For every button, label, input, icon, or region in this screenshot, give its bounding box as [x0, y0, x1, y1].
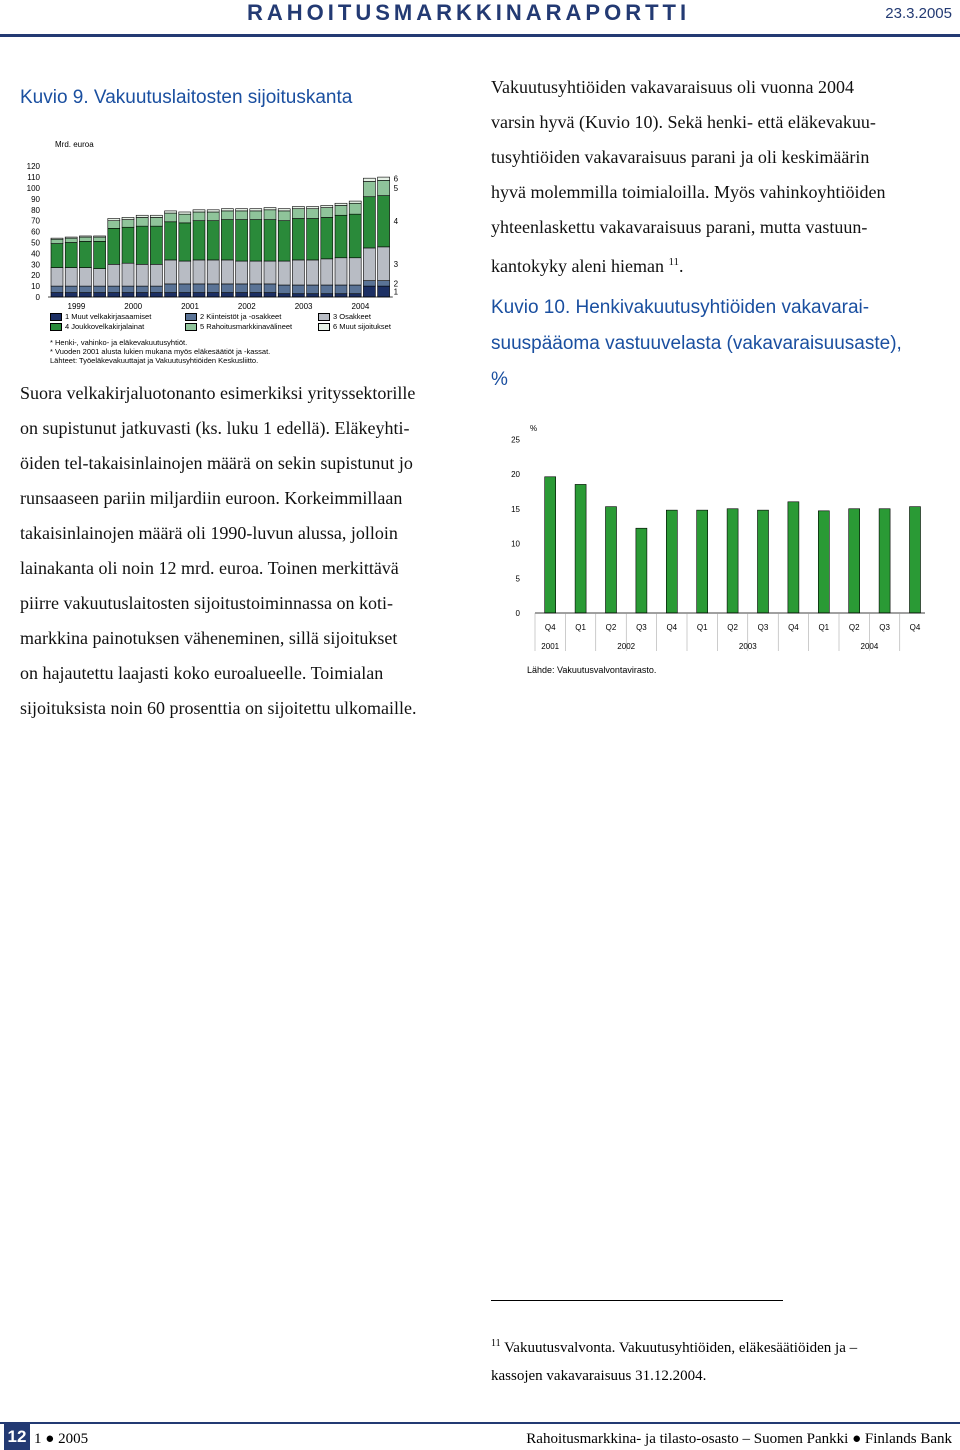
- legend-item-2: [185, 312, 281, 321]
- bar-segment: [250, 284, 262, 293]
- title-line: suuspääoma vastuuvelasta (vakavaraisuusaste),: [491, 333, 902, 354]
- chart10-bars: [545, 477, 921, 613]
- bar-segment: [108, 221, 120, 229]
- text-line: hyvä molemmilla toimialoilla. Myös vahinkoyhtiöiden: [491, 182, 886, 202]
- text-line: öiden tel-takaisinlainojen määrä on sekin supistunut jo: [20, 453, 413, 473]
- bar-segment: [221, 220, 233, 260]
- bar-segment: [321, 294, 333, 297]
- bar-segment: [292, 219, 304, 260]
- bar: [606, 507, 617, 613]
- bar-segment: [378, 247, 390, 281]
- bar-segment: [179, 212, 191, 214]
- chart10-source: Lähde: Vakuutusvalvontavirasto.: [527, 665, 657, 675]
- text-line: Suora velkakirjaluotonanto esimerkiksi yrityssektorille: [20, 383, 416, 403]
- bar-segment: [94, 236, 106, 237]
- bar-segment: [321, 259, 333, 285]
- bullet-icon: ●: [852, 1431, 862, 1447]
- bar-segment: [250, 261, 262, 284]
- bar-segment: [349, 201, 361, 203]
- bar-segment: [250, 211, 262, 220]
- bar-segment: [65, 237, 77, 238]
- bar-segment: [363, 248, 375, 281]
- bar-segment: [292, 285, 304, 294]
- figure-9-title: Kuvio 9. Vakuutuslaitosten sijoituskanta: [20, 87, 353, 108]
- bar-segment: [193, 212, 205, 221]
- bar: [697, 510, 708, 613]
- legend-swatch: [50, 313, 62, 321]
- y-tick-label: 120: [26, 162, 40, 172]
- bar-segment: [278, 221, 290, 261]
- bar-segment: [179, 293, 191, 297]
- bar-segment: [150, 217, 162, 226]
- bar-segment: [321, 285, 333, 294]
- bar-segment: [108, 219, 120, 221]
- bar: [545, 477, 556, 613]
- legend-swatch: [50, 323, 62, 331]
- bar-segment: [221, 211, 233, 220]
- text-line: lainakanta oli noin 12 mrd. euroa. Toinen merkittävä: [20, 558, 399, 578]
- footnote: [491, 1330, 857, 1390]
- bar: [758, 510, 769, 613]
- bar-segment: [122, 220, 134, 228]
- text-line: varsin hyvä (Kuvio 10). Sekä henki- että eläkevakuu-: [491, 112, 876, 132]
- bar-segment: [335, 258, 347, 285]
- footnote-line: kassojen vakavaraisuus 31.12.2004.: [491, 1368, 707, 1384]
- footnote-ref: 11: [668, 256, 680, 268]
- bar-segment: [122, 293, 134, 297]
- legend-item-3: [318, 312, 371, 321]
- bar-segment: [221, 209, 233, 211]
- legend-swatch: [185, 323, 197, 331]
- legend-label: 4 Joukkovelkakirjalainat: [65, 322, 145, 331]
- note-line: * Vuoden 2001 alusta lukien mukana myös eläkesäätiöt ja -kassat.: [50, 347, 271, 356]
- bar-segment: [349, 285, 361, 294]
- bar: [636, 528, 647, 613]
- bar-segment: [236, 220, 248, 261]
- bar-segment: [349, 203, 361, 214]
- bar-segment: [150, 215, 162, 217]
- text-line: runsaaseen pariin miljardiin euroon. Korkeimmillaan: [20, 488, 403, 508]
- x-tick-label: Q4: [544, 623, 556, 632]
- bar-segment: [335, 285, 347, 294]
- header-rule: [0, 34, 960, 37]
- bar-segment: [207, 212, 219, 221]
- y-tick-label: 10: [31, 282, 40, 292]
- bar-segment: [150, 293, 162, 297]
- bar-segment: [378, 177, 390, 180]
- bar-segment: [65, 238, 77, 242]
- x-year-label: 2003: [738, 642, 757, 651]
- y-tick-label: 70: [31, 216, 40, 226]
- bar-segment: [179, 261, 191, 284]
- bar-segment: [335, 205, 347, 215]
- bar-segment: [264, 208, 276, 210]
- text-line: takaisinlainojen määrä oli 1990-luvun alussa, jolloin: [20, 523, 398, 543]
- y-tick-label: 50: [31, 238, 40, 248]
- legend-label: 1 Muut velkakirjasaamiset: [65, 312, 152, 321]
- bar-segment: [207, 284, 219, 293]
- bar-segment: [307, 294, 319, 297]
- x-tick-label: Q4: [788, 623, 799, 632]
- x-tick-label: Q1: [575, 623, 586, 632]
- bar-segment: [321, 208, 333, 218]
- bar-segment: [307, 209, 319, 219]
- bar-segment: [363, 281, 375, 286]
- x-tick-label: Q2: [605, 623, 617, 632]
- bar-segment: [278, 285, 290, 294]
- bar-segment: [94, 269, 106, 286]
- chart9-stack-labels: [394, 175, 399, 297]
- footer-rule: [0, 1422, 960, 1424]
- left-paragraph: [20, 376, 416, 726]
- y-tick-label: 90: [31, 194, 40, 204]
- stack-label: 3: [393, 259, 399, 269]
- bar-segment: [378, 286, 390, 297]
- bar-segment: [51, 293, 63, 297]
- bar-segment: [378, 180, 390, 195]
- bar-segment: [250, 293, 262, 297]
- x-year-label: 2002: [617, 642, 636, 651]
- bar-segment: [250, 209, 262, 211]
- legend-swatch: [318, 323, 330, 331]
- bar-segment: [321, 217, 333, 258]
- bar-segment: [193, 221, 205, 260]
- y-tick-label: 0: [515, 609, 520, 618]
- bar-segment: [65, 243, 77, 268]
- stack-label: 1: [393, 287, 399, 297]
- bar-segment: [136, 215, 148, 217]
- bar-segment: [165, 260, 177, 284]
- bar-segment: [79, 293, 91, 297]
- bar-segment: [278, 211, 290, 221]
- figure-9-chart: [0, 130, 470, 310]
- bar-segment: [108, 264, 120, 286]
- bar-segment: [264, 210, 276, 220]
- bar-segment: [179, 214, 191, 223]
- legend-label: 2 Kiinteistöt ja -osakkeet: [200, 312, 282, 321]
- bar-segment: [65, 293, 77, 297]
- y-tick-label: 30: [31, 260, 40, 270]
- legend-item-4: [50, 322, 144, 331]
- chart9-legend: [50, 312, 470, 336]
- page-number: 12: [4, 1424, 30, 1450]
- bar: [727, 509, 738, 613]
- bar-segment: [51, 238, 63, 239]
- bar-segment: [193, 260, 205, 284]
- report-date: 23.3.2005: [885, 5, 952, 22]
- figure-10-title: [491, 290, 902, 398]
- text-line: markkina painotuksen väheneminen, sillä sijoitukset: [20, 628, 398, 648]
- bar-segment: [136, 217, 148, 226]
- bar-segment: [349, 294, 361, 297]
- bar: [849, 509, 860, 613]
- legend-item-5: [185, 322, 292, 331]
- bar-segment: [307, 219, 319, 260]
- bar-segment: [236, 284, 248, 293]
- bar-segment: [292, 209, 304, 219]
- bar-segment: [207, 293, 219, 297]
- bar-segment: [108, 286, 120, 293]
- y-tick-label: 40: [31, 249, 40, 259]
- figure-10-chart: [495, 415, 925, 665]
- chart10-y-axis: [511, 435, 520, 618]
- x-tick-label: Q3: [757, 623, 769, 632]
- text-line: Vakuutusyhtiöiden vakavaraisuus oli vuonna 2004: [491, 77, 854, 97]
- chart9-bars: [51, 177, 390, 297]
- footnote-number: 11: [491, 1338, 501, 1349]
- y-tick-label: 110: [27, 173, 40, 183]
- text-line: kantokyky aleni hieman $^{11}$.: [491, 256, 684, 276]
- x-tick-label: Q2: [727, 623, 738, 632]
- bar-segment: [363, 197, 375, 248]
- issue-info: 1 ● 2005: [34, 1431, 89, 1447]
- bar-segment: [193, 210, 205, 212]
- x-tick-label: 2003: [294, 302, 313, 310]
- chart9-x-axis: [48, 297, 393, 310]
- x-year-label: 2004: [860, 642, 879, 651]
- y-tick-label: 0: [35, 293, 40, 302]
- y-tick-label: 60: [31, 227, 40, 237]
- bar-segment: [278, 261, 290, 285]
- bar-segment: [278, 294, 290, 297]
- stack-label: 4: [393, 217, 399, 227]
- bar-segment: [307, 207, 319, 209]
- bar-segment: [79, 236, 91, 237]
- bar-segment: [349, 258, 361, 285]
- note-line: * Henki-, vahinko- ja eläkevakuutusyhtiöt.: [50, 338, 188, 347]
- bar-segment: [122, 227, 134, 263]
- bar: [788, 502, 799, 613]
- bar-segment: [264, 293, 276, 297]
- bar-segment: [292, 260, 304, 285]
- bar-segment: [221, 293, 233, 297]
- bar-segment: [335, 294, 347, 297]
- bar-segment: [179, 223, 191, 261]
- publisher-info: Rahoitusmarkkina- ja tilasto-osasto – Suomen Pankki ● Finlands Bank: [526, 1431, 952, 1447]
- bar: [879, 509, 890, 613]
- bar-segment: [250, 220, 262, 261]
- bar-segment: [335, 215, 347, 258]
- bullet-icon: ●: [45, 1431, 55, 1447]
- bar-segment: [193, 284, 205, 293]
- bar: [910, 507, 921, 613]
- bar-segment: [79, 268, 91, 287]
- legend-label: 5 Rahoitusmarkkinavälineet: [200, 322, 293, 331]
- x-tick-label: Q2: [848, 623, 860, 632]
- bar-segment: [150, 226, 162, 264]
- bar: [818, 511, 829, 613]
- bar-segment: [51, 268, 63, 287]
- footnote-rule: [491, 1300, 783, 1301]
- bar-segment: [165, 293, 177, 297]
- bar-segment: [378, 196, 390, 247]
- stack-label: 6: [393, 174, 399, 184]
- legend-label: 3 Osakkeet: [333, 312, 371, 321]
- y-tick-label: 100: [26, 184, 40, 193]
- x-tick-label: Q1: [818, 623, 830, 632]
- bar-segment: [278, 209, 290, 211]
- x-tick-label: 1999: [67, 302, 86, 310]
- bar-segment: [165, 213, 177, 222]
- legend-label: 6 Muut sijoitukset: [333, 322, 391, 331]
- bar-segment: [236, 211, 248, 220]
- bar-segment: [150, 286, 162, 293]
- chart9-y-axis: [27, 162, 41, 302]
- x-tick-label: Q4: [909, 623, 921, 632]
- x-tick-label: 2002: [237, 302, 256, 310]
- bar-segment: [108, 228, 120, 264]
- bar-segment: [136, 226, 148, 264]
- y-tick-label: 25: [511, 435, 520, 445]
- bar-segment: [292, 294, 304, 297]
- bar-segment: [122, 217, 134, 219]
- bar-segment: [321, 205, 333, 207]
- y-tick-label: 5: [515, 574, 520, 584]
- bar-segment: [94, 241, 106, 268]
- bar-segment: [108, 293, 120, 297]
- bar-segment: [207, 260, 219, 284]
- bar-segment: [51, 239, 63, 243]
- bar-segment: [264, 284, 276, 293]
- y-tick-label: 20: [511, 470, 520, 479]
- stack-label: 2: [393, 279, 399, 289]
- bar-segment: [236, 209, 248, 211]
- bar-segment: [65, 268, 77, 287]
- y-tick-label: 20: [31, 271, 40, 281]
- x-tick-label: Q3: [636, 623, 647, 632]
- bar-segment: [94, 286, 106, 293]
- bar-segment: [94, 237, 106, 241]
- right-paragraph: [491, 70, 885, 284]
- bar-segment: [363, 181, 375, 196]
- chart9-notes: [50, 338, 270, 365]
- bar-segment: [264, 261, 276, 284]
- bar-segment: [264, 220, 276, 261]
- text-line: on supistunut jatkuvasti (ks. luku 1 edellä). Eläkeyhti-: [20, 418, 410, 438]
- bar: [666, 510, 677, 613]
- text-line: tusyhtiöiden vakavaraisuus parani ja oli keskimäärin: [491, 147, 870, 167]
- bar-segment: [179, 284, 191, 293]
- x-tick-label: 2001: [181, 302, 199, 310]
- bar-segment: [65, 286, 77, 293]
- report-title: RAHOITUSMARKKINARAPORTTI: [247, 0, 691, 25]
- y-tick-label: 10: [511, 539, 520, 549]
- bar-segment: [207, 210, 219, 212]
- bar-segment: [207, 221, 219, 260]
- bar-segment: [221, 260, 233, 284]
- bar-segment: [165, 284, 177, 293]
- footnote-line: $^{11}$ Vakuutusvalvonta. Vakuutusyhtiöiden, eläkesäätiöiden ja –: [491, 1338, 858, 1356]
- chart9-ylabel: Mrd. euroa: [55, 140, 94, 149]
- bar-segment: [94, 293, 106, 297]
- bar-segment: [193, 293, 205, 297]
- bar-segment: [51, 286, 63, 293]
- bar-segment: [79, 237, 91, 241]
- x-year-label: 2001: [541, 642, 560, 651]
- legend-swatch: [318, 313, 330, 321]
- bar-segment: [335, 203, 347, 205]
- legend-item-6: [318, 322, 391, 331]
- bar-segment: [221, 284, 233, 293]
- bar-segment: [79, 241, 91, 267]
- bar-segment: [236, 261, 248, 284]
- x-tick-label: Q3: [879, 623, 890, 632]
- x-tick-label: Q4: [666, 623, 678, 632]
- bar-segment: [150, 264, 162, 286]
- chart10-ylabel: %: [530, 424, 538, 433]
- text-line: yhteenlaskettu vakavaraisuus parani, mutta vastuun-: [491, 217, 868, 237]
- bar-segment: [363, 286, 375, 297]
- bar-segment: [136, 293, 148, 297]
- bar-segment: [122, 263, 134, 286]
- title-line: Kuvio 10. Henkivakuutusyhtiöiden vakavarai-: [491, 297, 870, 318]
- bar-segment: [122, 286, 134, 293]
- bar-segment: [51, 244, 63, 268]
- bar-segment: [136, 264, 148, 286]
- x-tick-label: 2004: [351, 302, 370, 310]
- bar: [575, 484, 586, 613]
- stack-label: 5: [393, 184, 399, 193]
- legend-swatch: [185, 313, 197, 321]
- bar-segment: [307, 260, 319, 285]
- x-tick-label: Q1: [696, 623, 708, 632]
- legend-item-1: [50, 312, 151, 321]
- text-line: sijoituksista noin 60 prosenttia on sijoitettu ulkomaille.: [20, 698, 417, 718]
- title-line: %: [491, 369, 508, 390]
- text-line: piirre vakuutuslaitosten sijoitustoiminnassa on koti-: [20, 593, 393, 613]
- bar-segment: [363, 178, 375, 181]
- bar-segment: [236, 293, 248, 297]
- chart10-x-axis: [535, 613, 925, 651]
- bar-segment: [349, 214, 361, 258]
- bar-segment: [307, 285, 319, 294]
- bar-segment: [292, 207, 304, 209]
- note-line: Lähteet: Työeläkevakuuttajat ja Vakuutusyhtiöiden Keskusliitto.: [50, 356, 259, 365]
- y-tick-label: 15: [511, 504, 520, 514]
- y-tick-label: 80: [31, 205, 40, 215]
- bar-segment: [165, 211, 177, 213]
- x-tick-label: 2000: [124, 302, 143, 310]
- bar-segment: [165, 222, 177, 260]
- bar-segment: [136, 286, 148, 293]
- bar-segment: [378, 281, 390, 286]
- text-line: on hajautettu laajasti koko euroalueelle. Toimialan: [20, 663, 384, 683]
- bar-segment: [79, 286, 91, 293]
